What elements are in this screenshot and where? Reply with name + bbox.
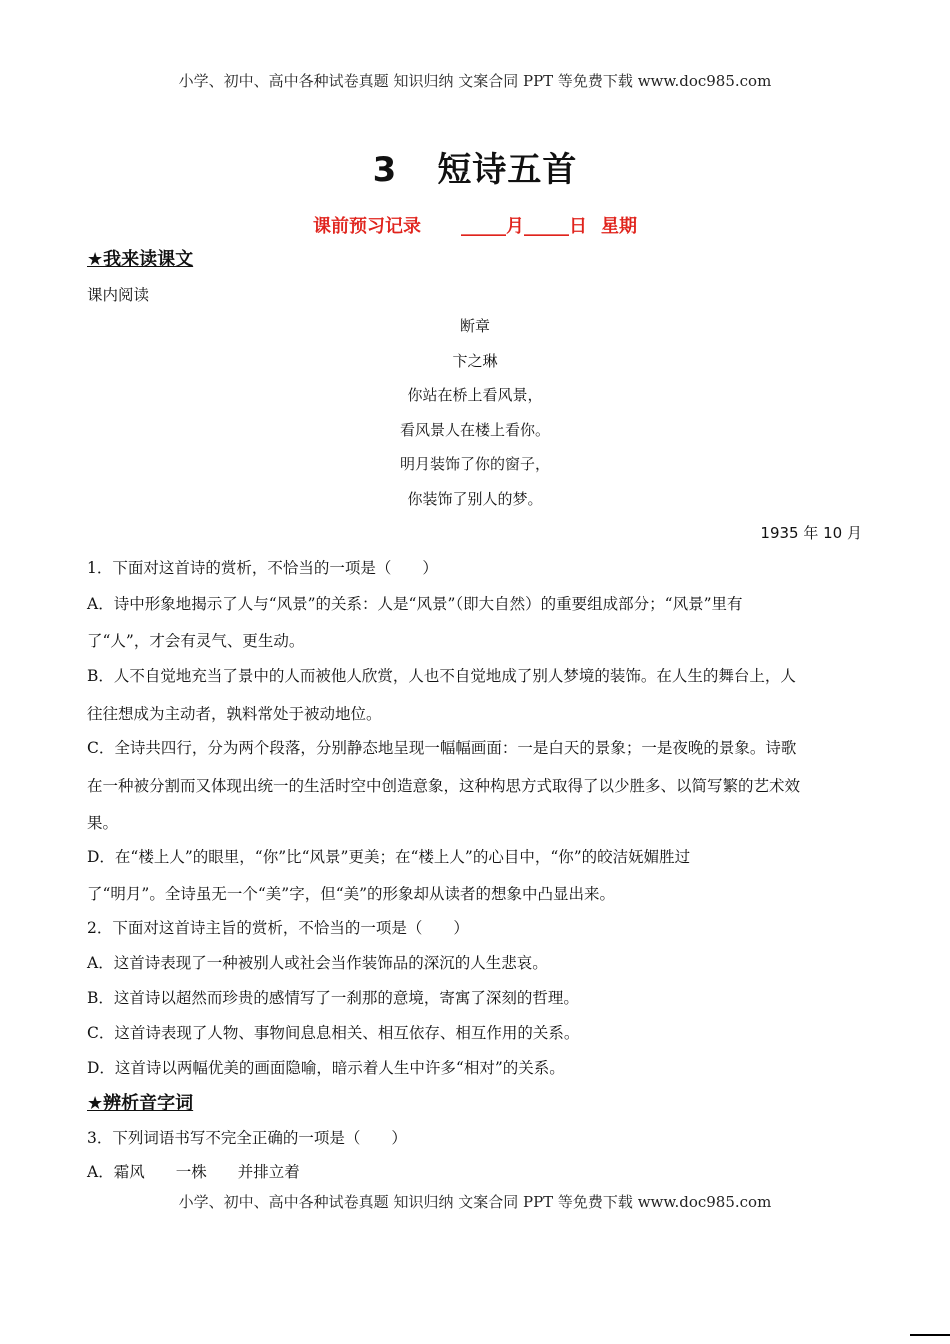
weekday-label: 星期 <box>601 216 637 237</box>
page-header: 小学、初中、高中各种试卷真题 知识归纳 文案合同 PPT 等免费下载 www.doc985.com <box>178 72 772 90</box>
q1-text-line: 了“人”，才会有灵气、更生动。 <box>87 632 305 650</box>
question-2-stem: 2．下面对这首诗主旨的赏析，不恰当的一项是（ ） <box>87 919 469 937</box>
q1-text-line: 了“明月”。全诗虽无一个“美”字，但“美”的形象却从读者的想象中凸显出来。 <box>87 885 616 903</box>
q1-text-line: 在一种被分割而又体现出统一的生活时空中创造意象，这种构思方式取得了以少胜多、以简写繁的艺术效 <box>87 777 801 795</box>
q2-option: D．这首诗以两幅优美的画面隐喻，暗示着人生中许多“相对”的关系。 <box>87 1059 565 1077</box>
q2-option: B．这首诗以超然而珍贵的感情写了一刹那的意境，寄寓了深刻的哲理。 <box>87 989 579 1007</box>
q1-text-line: A．诗中形象地揭示了人与“风景”的关系：人是“风景”（即大自然）的重要组成部分；“风景”里有 <box>87 595 743 613</box>
poem-date: 1935 年 10 月 <box>760 524 862 542</box>
q1-text-line: 往往想成为主动者，孰料常处于被动地位。 <box>87 705 382 723</box>
poem-title: 断章 <box>459 317 490 335</box>
lesson-title: 短诗五首 <box>437 150 578 190</box>
q2-option: C．这首诗表现了人物、事物间息息相关、相互依存、相互作用的关系。 <box>87 1024 580 1042</box>
corner-rule <box>910 1334 950 1336</box>
q1-text-line: C．全诗共四行，分为两个段落，分别静态地呈现一幅幅画面：一是白天的景象；一是夜晚的景象。诗歌 <box>87 739 797 757</box>
page-footer: 小学、初中、高中各种试卷真题 知识归纳 文案合同 PPT 等免费下载 www.doc985.com <box>178 1193 772 1211</box>
poem-line: 明月装饰了你的窗子， <box>399 455 550 473</box>
q2-option: A．这首诗表现了一种被别人或社会当作装饰品的深沉的人生悲哀。 <box>87 954 548 972</box>
question-1-stem: 1．下面对这首诗的赏析，不恰当的一项是（ ） <box>87 559 438 577</box>
q1-text-line: D．在“楼上人”的眼里，“你”比“风景”更美；在“楼上人”的心目中，“你”的皎洁妩媚胜过 <box>87 848 691 866</box>
record-label: 课前预习记录 <box>313 216 421 237</box>
preview-record-line <box>0 212 950 238</box>
poem-line: 看风景人在楼上看你。 <box>399 421 550 439</box>
poem-line: 你站在桥上看风景， <box>407 386 543 404</box>
page-title <box>0 142 950 191</box>
in-class-reading-label: 课内阅读 <box>87 286 150 304</box>
section-words-heading: ★辨析音字词 <box>87 1093 194 1114</box>
poem-line: 你装饰了别人的梦。 <box>407 490 543 508</box>
lesson-number: 3 <box>372 150 398 190</box>
question-3-stem: 3．下列词语书写不完全正确的一项是（ ） <box>87 1129 407 1147</box>
q3-option-a: A．霜风 一株 并排立着 <box>87 1163 300 1181</box>
date-blanks: _____月_____日 <box>461 216 587 237</box>
q1-text-line: 果。 <box>87 814 119 832</box>
poem-author: 卞之琳 <box>452 352 498 370</box>
section-read-heading: ★我来读课文 <box>87 249 194 270</box>
q1-text-line: B．人不自觉地充当了景中的人而被他人欣赏，人也不自觉地成了别人梦境的装饰。在人生的舞台上，人 <box>87 667 796 685</box>
